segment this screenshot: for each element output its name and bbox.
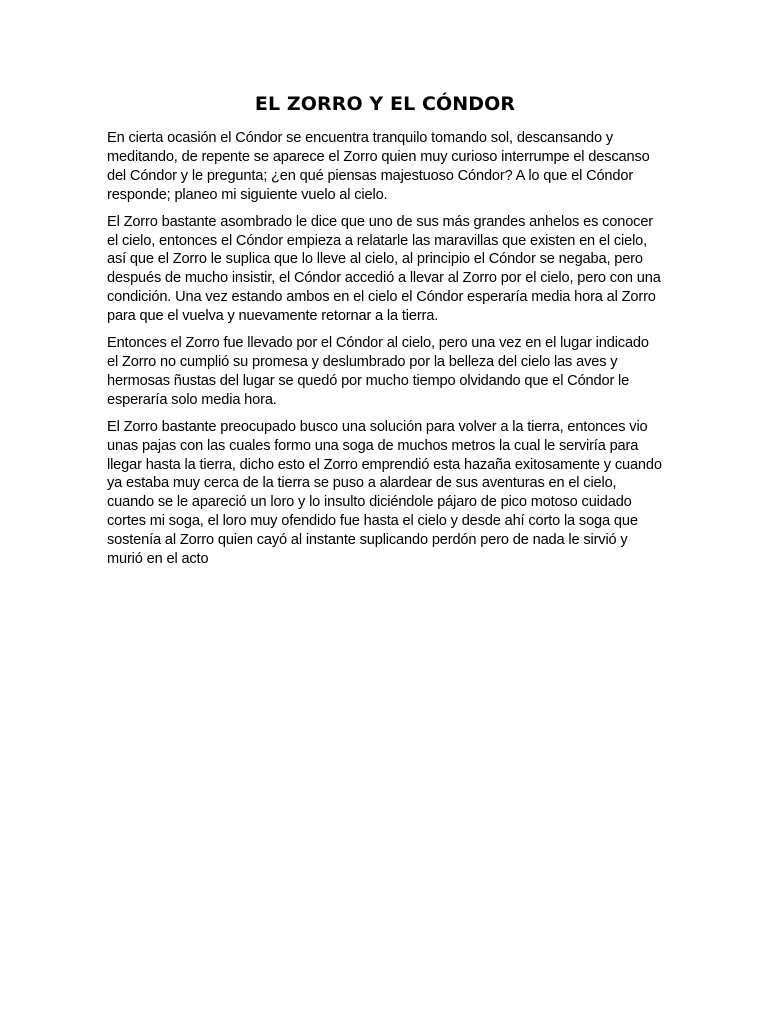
paragraph-1: En cierta ocasión el Cóndor se encuentra tranquilo tomando sol, descansando y meditando, de repente se aparece el Zorro quien muy curioso interrumpe el descanso del Cóndor y le pregunta; ¿en qué piensas majestuoso Cóndor? A lo que el Cóndor responde; planeo mi siguiente vuelo al cielo. [107, 130, 650, 203]
paragraph-4: El Zorro bastante preocupado busco una solución para volver a la tierra, entonces vio unas pajas con las cuales formo una soga de muchos metros la cual le serviría para llegar hasta la tierra, dicho esto el Zorro emprendió esta hazaña exitosamente y cuando ya estaba muy cerca de la tierra se puso a alardear de sus aventuras en el cielo, cuando se le apareció un loro y lo insulto diciéndole pájaro de pico motoso cuidado cortes mi soga, el loro muy ofendido fue hasta el cielo y desde ahí corto la soga que sostenía al Zorro quien cayó al instante suplicando perdón pero de nada le sirvió y murió en el acto [107, 418, 662, 568]
document-title: EL ZORRO Y EL CÓNDOR [254, 93, 516, 115]
paragraph-3: Entonces el Zorro fue llevado por el Cóndor al cielo, pero una vez en el lugar indicado el Zorro no cumplió su promesa y deslumbrado por la belleza del cielo las aves y hermosas ñustas del lugar se quedó por mucho tiempo olvidando que el Cóndor le esperaría solo media hora. [107, 335, 649, 408]
paragraph-2: El Zorro bastante asombrado le dice que uno de sus más grandes anhelos es conocer el cielo, entonces el Cóndor empieza a relatarle las maravillas que existen en el cielo, así que el Zorro le suplica que lo lleve al cielo, al principio el Cóndor se negaba, pero después de mucho insistir, el Cóndor accedió a llevar al Zorro por el cielo, pero con una condición. Una vez estando ambos en el cielo el Cóndor esperaría media hora al Zorro para que el vuelva y nuevamente retornar a la tierra. [107, 213, 661, 325]
document-page [107, 92, 663, 577]
